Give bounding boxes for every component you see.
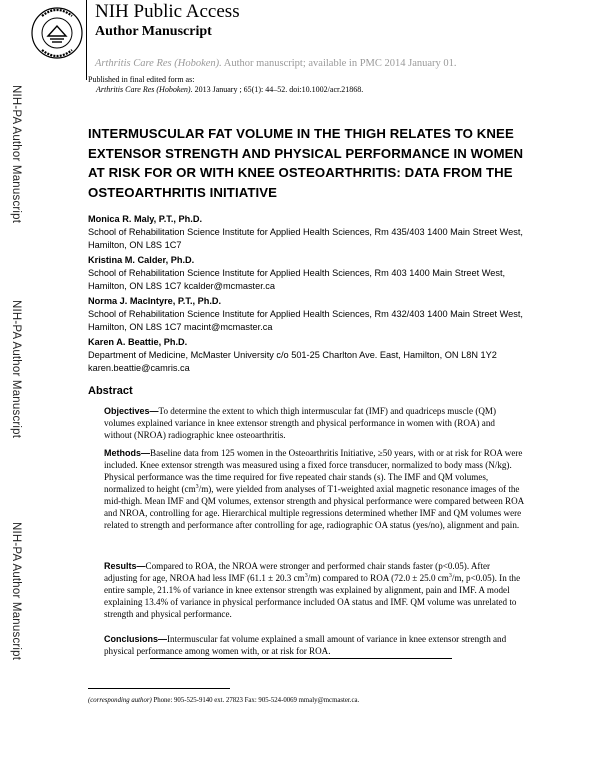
results-text-2: /m) compared to ROA (72.0 ± 25.0 cm (307, 573, 449, 583)
citation-journal: Arthritis Care Res (Hoboken). (96, 85, 193, 94)
author-entry (88, 336, 528, 376)
abstract-results (104, 560, 524, 620)
side-label-middle: NIH-PA Author Manuscript (10, 300, 22, 439)
citation (96, 85, 363, 94)
author-affiliation: Department of Medicine, McMaster University c/o 501-25 Charlton Ave. East, Hamilton, ON L8N 1Y2 karen.beattie@camris.ca (88, 350, 497, 374)
conclusions-label: Conclusions— (104, 634, 168, 644)
side-label-bottom: NIH-PA Author Manuscript (10, 522, 22, 661)
methods-text-2: /m), were yielded from analyses of T1-weighted axial magnetic resonance images of the mid-thigh. Mean IMF and QM volumes, extensor strength and physical performance were compared between ROA and NROA, controlling for age. Hierarchical multiple regressions determined whether IMF and QM volumes were related to strength and performance after controlling for age, radiographic OA status (yes/no), alignment and pain. (104, 484, 524, 530)
methods-label: Methods— (104, 448, 150, 458)
abstract-conclusions (104, 633, 524, 657)
author-entry (88, 213, 528, 253)
conclusions-text: Intermuscular fat volume explained a small amount of variance in knee extensor strength and physical performance among women with, or at risk for ROA. (104, 634, 507, 656)
published-label: Published in final edited form as: (88, 75, 195, 84)
results-text-3: /m, p<0.05). In the entire sample, 21.1% of variance in knee extensor strength was explained by alignment, pain and IMF. A model explaining 13.4% of variance in physical performance included OA status and IMF. QM volume was unrelated to strength and physical performance. (104, 573, 521, 619)
header-divider (86, 0, 87, 80)
abstract-end-rule (150, 658, 452, 659)
methods-superscript: 3 (195, 483, 199, 490)
author-name: Kristina M. Calder, Ph.D. (88, 255, 195, 265)
abstract-heading: Abstract (88, 385, 133, 397)
abstract-methods (104, 447, 524, 531)
results-superscript-1: 3 (304, 572, 308, 579)
nih-seal-icon (30, 6, 84, 60)
footnote-role: (corresponding author) (88, 697, 152, 704)
author-name: Karen A. Beattie, Ph.D. (88, 337, 188, 347)
nih-public-access-title: NIH Public Access (95, 1, 240, 22)
author-name: Norma J. MacIntyre, P.T., Ph.D. (88, 296, 222, 306)
author-affiliation: School of Rehabilitation Science Institute for Applied Health Sciences, Rm 435/403 1400 Main Street West, Hamilton, ON L8S 1C7 (88, 227, 523, 251)
results-label: Results— (104, 561, 146, 571)
abstract-objectives (104, 405, 524, 441)
objectives-text: To determine the extent to which thigh intermuscular fat (IMF) and quadriceps muscle (QM) volumes explained variance in knee extensor strength and physical performance in women with (ROA) and without (NROA) radiographic knee osteoarthritis. (104, 406, 497, 440)
availability-note (95, 58, 457, 69)
author-manuscript-label: Author Manuscript (95, 24, 212, 39)
side-label-top: NIH-PA Author Manuscript (10, 85, 22, 224)
footnote-rule (88, 688, 230, 689)
author-affiliation: School of Rehabilitation Science Institute for Applied Health Sciences, Rm 403 1400 Main Street West, Hamilton, ON L8S 1C7 kcalder@mcmaster.ca (88, 268, 506, 292)
author-entry (88, 295, 528, 335)
author-name: Monica R. Maly, P.T., Ph.D. (88, 214, 203, 224)
objectives-label: Objectives— (104, 406, 159, 416)
nih-logo (30, 6, 84, 60)
availability-text: Author manuscript; available in PMC 2014 January 01. (221, 58, 457, 69)
methods-text-1: Baseline data from 125 women in the Osteoarthritis Initiative, ≥50 years, with or at risk for ROA were included. Knee extensor strength was measured using a fixed force transducer, normalized to body mass (N/kg). Physical performance was the time required for five repeated chair stands (s). The IMF and QM volumes, normalized to height (cm (104, 448, 523, 494)
results-superscript-2: 3 (448, 572, 452, 579)
results-text-1: Compared to ROA, the NROA were stronger and performed chair stands faster (p<0.05). After adjusting for age, NROA had less IMF (61.1 ± 20.3 cm (104, 561, 491, 583)
author-affiliation: School of Rehabilitation Science Institute for Applied Health Sciences, Rm 432/403 1400 Main Street West, Hamilton, ON L8S 1C7 macint@mcmaster.ca (88, 309, 523, 333)
article-title: INTERMUSCULAR FAT VOLUME IN THE THIGH RELATES TO KNEE EXTENSOR STRENGTH AND PHYSICAL PERFORMANCE IN WOMEN AT RISK FOR OR WITH KNEE OSTEOARTHRITIS: DATA FROM THE OSTEOARTHRITIS INITIATIVE (88, 126, 524, 200)
availability-journal: Arthritis Care Res (Hoboken). (95, 58, 222, 69)
author-entry (88, 254, 528, 294)
corresponding-author-footnote (88, 697, 359, 704)
footnote-text: Phone: 905-525-9140 ext. 27823 Fax: 905-524-0069 mmaly@mcmaster.ca. (151, 697, 360, 704)
citation-details: 2013 January ; 65(1): 44–52. doi:10.1002/acr.21868. (192, 85, 364, 94)
